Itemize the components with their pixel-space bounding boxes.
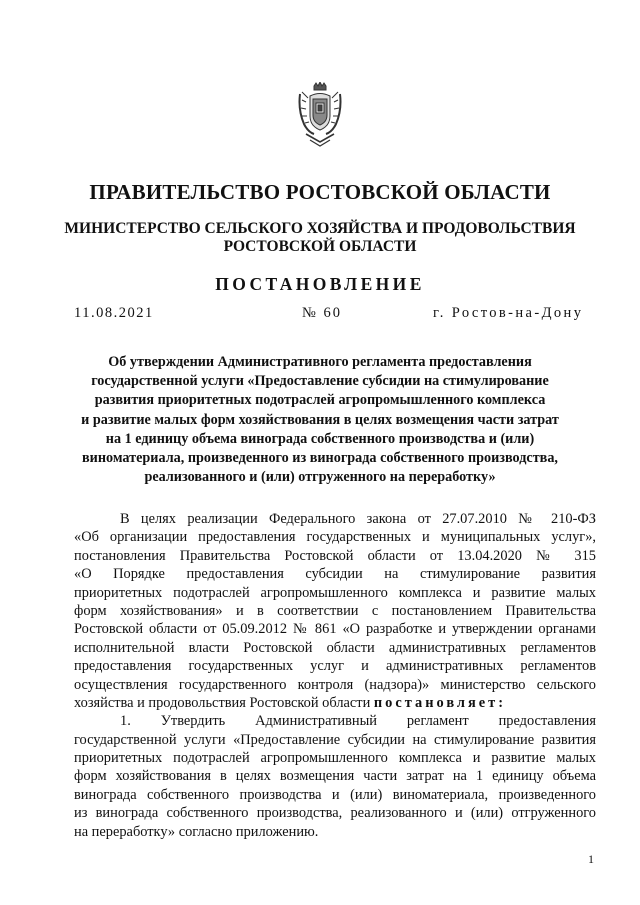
body-line: предоставления государственных услуг и административных регламентов bbox=[74, 658, 596, 675]
government-heading: ПРАВИТЕЛЬСТВО РОСТОВСКОЙ ОБЛАСТИ bbox=[89, 180, 551, 204]
ministry-heading-line: РОСТОВСКОЙ ОБЛАСТИ bbox=[223, 238, 417, 255]
body-line: 1. Утвердить Административный регламент предоставления bbox=[120, 713, 596, 730]
title-line: государственной услуги «Предоставление субсидии на стимулирование bbox=[91, 373, 549, 390]
resolution-word: постановляет: bbox=[373, 694, 507, 711]
title-line: развития приоритетных подотраслей агропромышленного комплекса bbox=[94, 392, 546, 409]
title-line: на 1 единицу объема винограда собственного производства и (или) bbox=[105, 430, 535, 447]
body-line: приоритетных подотраслей агропромышленного комплекса и развитие малых bbox=[74, 584, 596, 601]
title-line: Об утверждении Административного регламента предоставления bbox=[108, 354, 532, 370]
body-line: форм хозяйствования» и в соответствии с постановлением Правительства bbox=[74, 602, 596, 619]
body-line: осуществления государственного контроля (надзора)» министерство сельского bbox=[74, 676, 596, 693]
title-line: виноматериала, произведенного из винограда собственного производства, bbox=[82, 450, 558, 467]
document-number: № 60 bbox=[302, 305, 342, 321]
body-line: государственной услуги «Предоставление субсидии на стимулирование развития bbox=[74, 731, 596, 748]
body-line: на переработку» согласно приложению. bbox=[74, 823, 319, 840]
document-title bbox=[72, 353, 568, 487]
ministry-heading bbox=[0, 220, 640, 256]
body-line: из винограда собственного производства, реализованного и (или) отгруженного bbox=[74, 805, 596, 822]
title-line: и развитие малых форм хозяйствования в целях возмещения части затрат bbox=[81, 411, 559, 428]
body-line: В целях реализации Федерального закона от 27.07.2010 № 210-ФЗ bbox=[120, 511, 596, 527]
page-number: 1 bbox=[588, 852, 594, 866]
body-line: постановления Правительства Ростовской области от 13.04.2020 № 315 bbox=[74, 547, 596, 564]
document-type: ПОСТАНОВЛЕНИЕ bbox=[215, 274, 425, 294]
body-line: исполнительной власти Ростовской области административных регламентов bbox=[74, 639, 596, 656]
document-body bbox=[74, 510, 596, 841]
body-line: «О Порядке предоставления субсидии на стимулирование развития bbox=[74, 566, 596, 583]
body-line: Ростовской области от 05.09.2012 № 861 «О разработке и утверждении органами bbox=[74, 621, 596, 638]
body-line-text: хозяйства и продовольствия Ростовской области bbox=[74, 694, 371, 711]
ministry-heading-line: МИНИСТЕРСТВО СЕЛЬСКОГО ХОЗЯЙСТВА И ПРОДОВОЛЬСТВИЯ bbox=[64, 220, 576, 237]
document-city: г. Ростов-на-Дону bbox=[433, 305, 584, 321]
body-line: форм хозяйствования в целях возмещения части затрат на 1 единицу объема bbox=[74, 768, 596, 785]
title-line: реализованного и (или) отгруженного на переработку» bbox=[144, 469, 496, 486]
coat-of-arms-icon bbox=[296, 82, 344, 148]
document-date: 11.08.2021 bbox=[74, 305, 154, 321]
body-line: винограда собственного производства и (или) виноматериала, произведенного bbox=[74, 786, 596, 803]
body-line: «Об организации предоставления государственных и муниципальных услуг», bbox=[74, 529, 596, 546]
body-line bbox=[74, 694, 596, 712]
body-line: приоритетных подотраслей агропромышленного комплекса и развитие малых bbox=[74, 750, 596, 767]
